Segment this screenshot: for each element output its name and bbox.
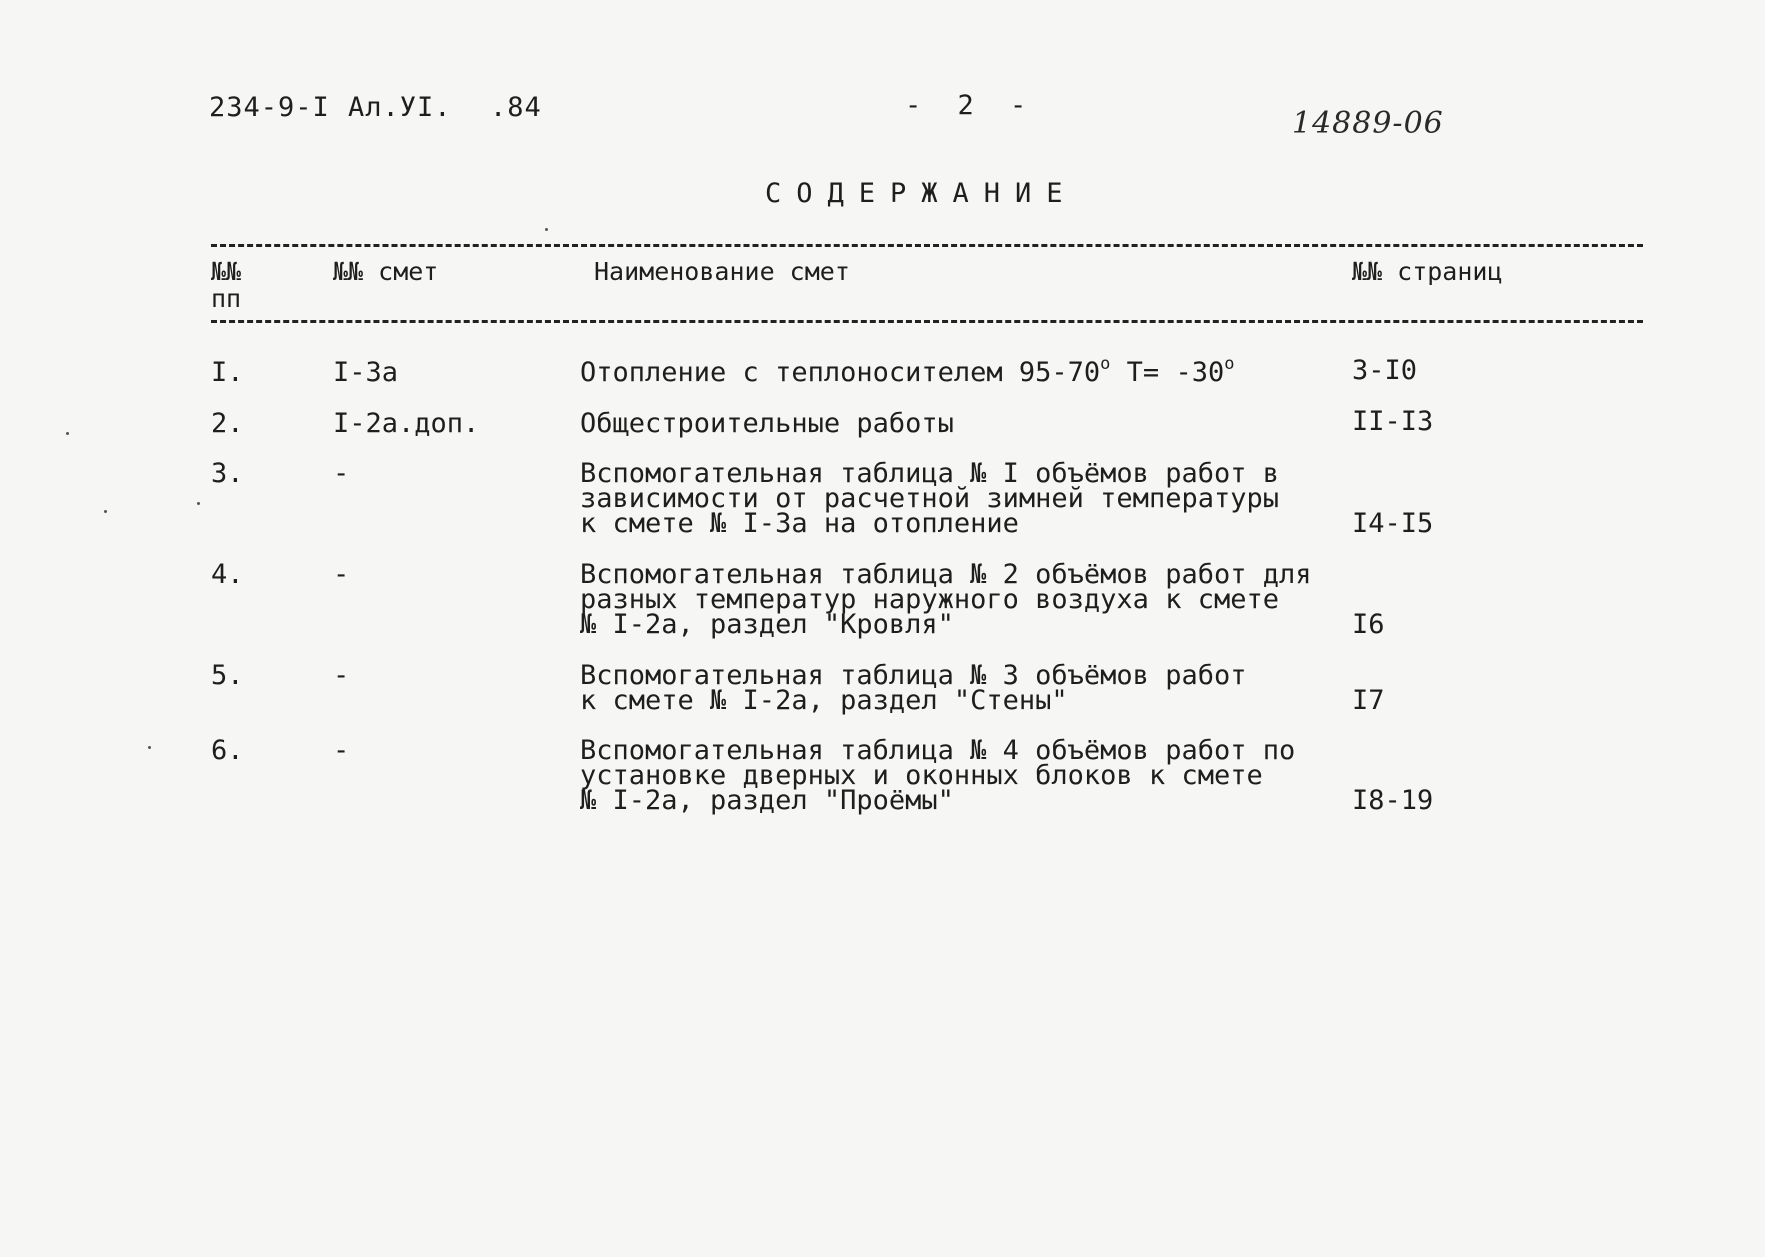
row-estimate-name: Общестроительные работы — [580, 408, 954, 439]
doc-code: 234-9-I — [209, 92, 330, 123]
row-pages: I4-I5 — [1352, 508, 1434, 539]
header-estimate-number: №№ смет — [333, 257, 439, 286]
row-pages: I7 — [1352, 685, 1385, 716]
row-number: 4. — [211, 559, 244, 590]
row-estimate-name-line: к смете № I-3а на отопление — [580, 508, 1019, 539]
row-estimate-number: - — [333, 458, 350, 489]
row-estimate-number: I-2а.доп. — [333, 408, 480, 439]
row-estimate-name — [580, 735, 1296, 816]
doc-year: .84 — [490, 92, 542, 123]
row-estimate-name — [580, 354, 1235, 388]
row-number: 5. — [211, 660, 244, 691]
row-pages: 3-I0 — [1352, 355, 1418, 386]
row-number: 6. — [211, 735, 244, 766]
handwritten-inventory-number: 14889-06 — [1292, 106, 1444, 141]
row-estimate-name-text: Отопление с теплоносителем 95-70 — [580, 357, 1101, 388]
row-estimate-name-line: зависимости от расчетной зимней температуры — [580, 483, 1279, 514]
row-estimate-name-line: № I-2а, раздел "Кровля" — [580, 609, 954, 640]
scan-speck — [104, 510, 107, 513]
row-number: I. — [211, 357, 244, 388]
row-number: 3. — [211, 458, 244, 489]
row-estimate-name-line: Вспомогательная таблица № 3 объёмов работ — [580, 660, 1247, 691]
row-estimate-name-temp: Т= -30 — [1110, 357, 1225, 388]
page-title: СОДЕРЖАНИЕ — [765, 178, 1078, 209]
row-pages: II-I3 — [1352, 406, 1434, 437]
header-item-number-line2: пп — [211, 284, 242, 313]
row-estimate-name-line: установке дверных и оконных блоков к смете — [580, 760, 1263, 791]
page-number: - 2 - — [905, 90, 1037, 121]
scan-speck — [66, 432, 69, 435]
header-estimate-name: Наименование смет — [594, 257, 850, 286]
row-pages: I6 — [1352, 609, 1385, 640]
row-estimate-name-line: № I-2а, раздел "Проёмы" — [580, 785, 954, 816]
row-estimate-name-line: Вспомогательная таблица № 4 объёмов работ по — [580, 735, 1296, 766]
row-estimate-number: - — [333, 559, 350, 590]
header-pages: №№ страниц — [1352, 257, 1503, 286]
row-estimate-name-line: к смете № I-2а, раздел "Стены" — [580, 685, 1068, 716]
row-number: 2. — [211, 408, 244, 439]
row-estimate-number: - — [333, 735, 350, 766]
album-number: Ал.УI. — [348, 92, 452, 123]
table-top-rule — [211, 244, 1643, 247]
table-header-rule — [211, 320, 1643, 323]
row-estimate-name — [580, 458, 1279, 539]
degree-mark: о — [1224, 354, 1235, 374]
scan-speck — [197, 502, 200, 505]
header-item-number — [211, 258, 241, 312]
header-item-number-line1: №№ — [211, 257, 242, 286]
degree-mark: о — [1100, 354, 1111, 374]
row-estimate-name — [580, 660, 1247, 716]
row-pages: I8-19 — [1352, 785, 1434, 816]
row-estimate-name — [580, 559, 1312, 640]
row-estimate-number: - — [333, 660, 350, 691]
row-estimate-name-line: Вспомогательная таблица № 2 объёмов работ для — [580, 559, 1312, 590]
scan-speck — [148, 746, 151, 749]
row-estimate-name-line: разных температур наружного воздуха к смете — [580, 584, 1279, 615]
scan-speck — [545, 228, 548, 231]
row-estimate-name-line: Вспомогательная таблица № I объёмов работ в — [580, 458, 1279, 489]
row-estimate-number: I-3а — [333, 357, 399, 388]
